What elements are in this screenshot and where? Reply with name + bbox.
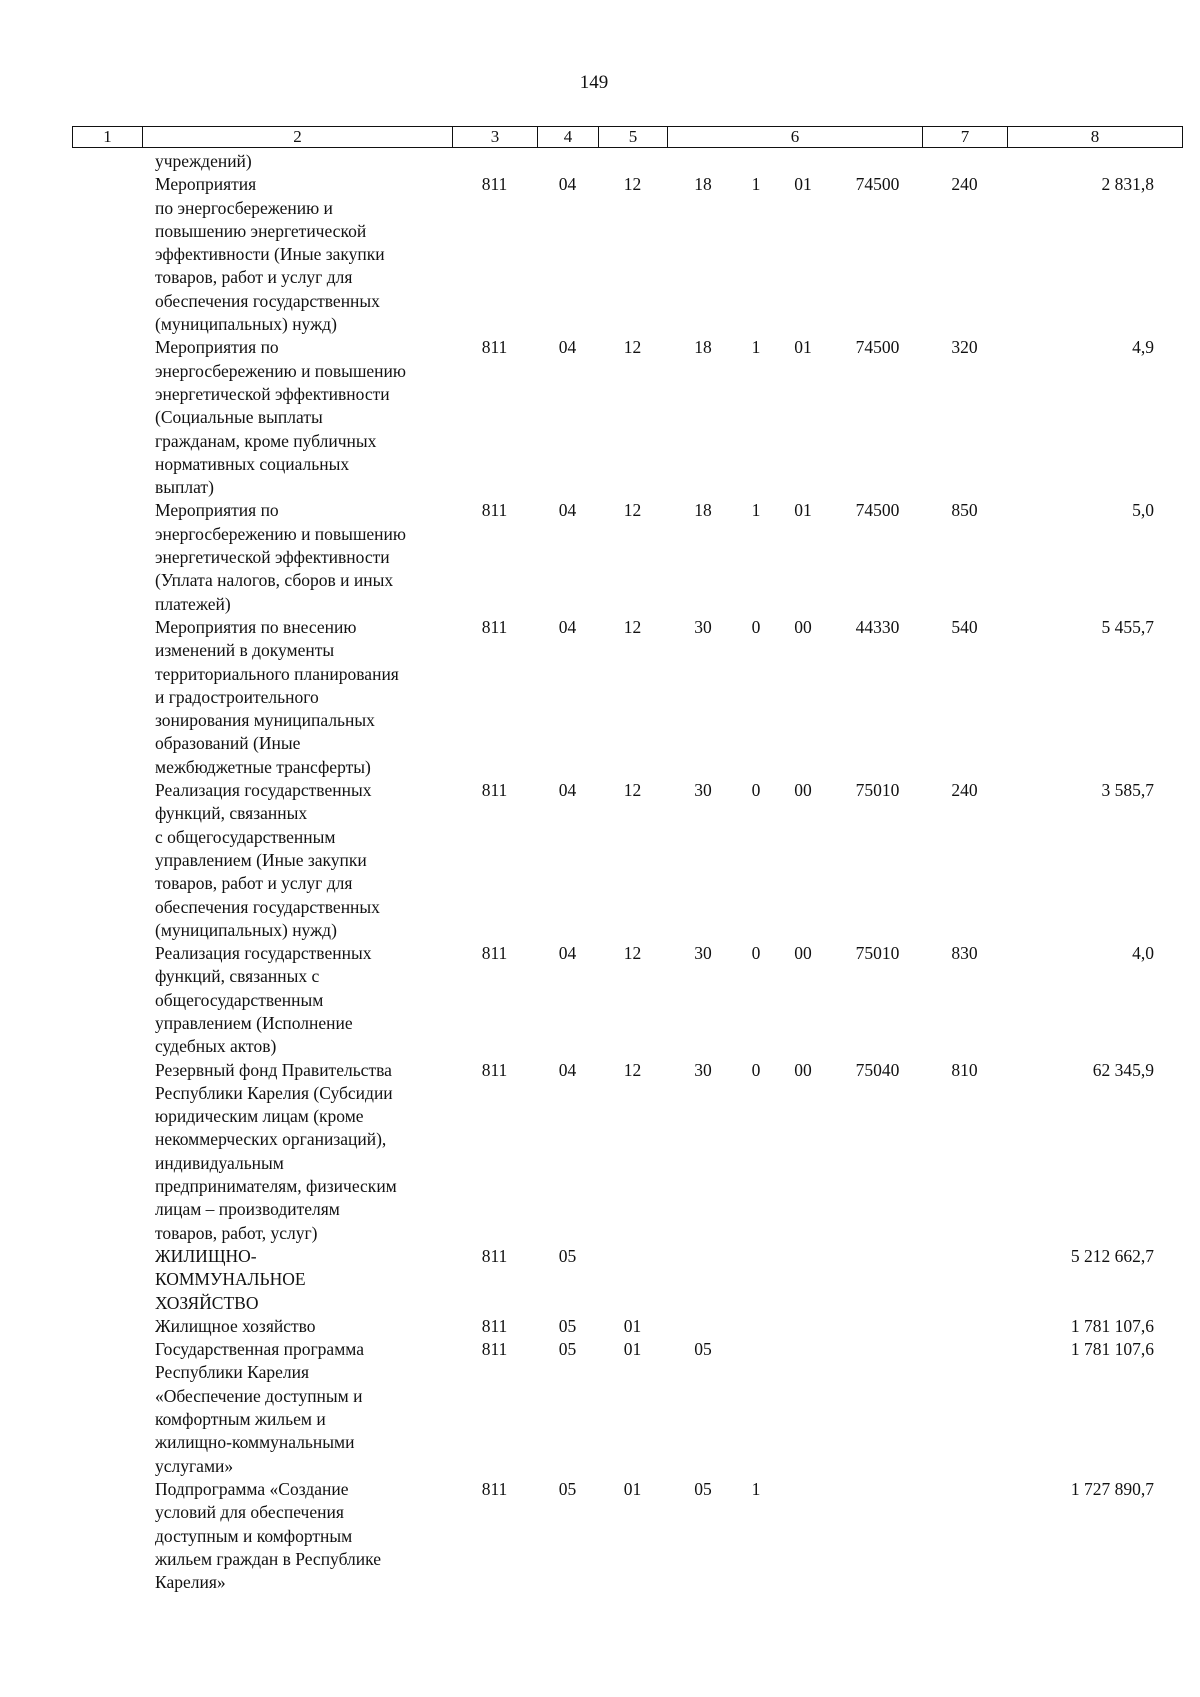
cell-subsection: 12 [623,616,642,637]
cell-subsection: 12 [623,943,642,964]
column-header: 2 [143,127,453,148]
cell-direction: 74500 [855,337,900,358]
cell-subsection: 12 [623,1059,642,1080]
cell-activity: 00 [794,943,812,964]
cell-section: 04 [558,616,577,637]
row-description: Резервный фонд Правительства Республики Карелия (Субсидии юридическим лицам (кроме некоммерческих организаций), индивидуальным предпринимателям, физическим лицам – производителям товаров, работ, услуг) [155,1059,397,1243]
column-header: 1 [73,127,143,148]
cell-program: 05 [694,1339,712,1360]
cell-subprogram: 0 [751,780,761,801]
table-row [72,499,1182,615]
table-row [72,779,1182,942]
cell-expense-type: 240 [951,174,978,195]
cell-subsection: 01 [623,1478,642,1499]
cell-program: 18 [694,337,712,358]
cell-activity [773,1338,833,1478]
cell-program: 18 [694,174,712,195]
cell-subprogram [739,1338,773,1478]
cell-direction: 74500 [855,500,900,521]
cell-amount: 62 345,9 [1092,1059,1154,1080]
cell-subprogram: 0 [751,1059,761,1080]
cell-subprogram: 1 [751,174,761,195]
cell-section: 04 [558,1059,577,1080]
row-description: Государственная программа Республики Карелия «Обеспечение доступным и комфортным жильем и жилищно-коммунальными услугами» [155,1339,364,1476]
cell-expense-type [922,1245,1007,1315]
column-header: 6 [668,127,923,148]
cell-subprogram [739,1315,773,1338]
cell-activity: 01 [794,337,812,358]
budget-table [72,150,1182,1594]
cell-expense-type: 850 [951,500,978,521]
cell-ministry-code: 811 [481,616,508,637]
cell-amount: 1 781 107,6 [1070,1339,1154,1360]
row-description: Мероприятия по внесению изменений в документы территориального планирования и градостроительного зонирования муниципальных образований (Иные межбюджетные трансферты) [155,616,399,777]
cell-activity: 00 [794,1059,812,1080]
cell-ministry-code: 811 [481,943,508,964]
row-description: Реализация государственных функций, связанных с общегосударственным управлением (Иные закупки товаров, работ и услуг для обеспечения государственных (муниципальных) нужд) [155,780,380,940]
cell-subprogram: 1 [751,337,761,358]
cell-amount: 4,0 [1132,943,1154,964]
cell-amount: 2 831,8 [1101,174,1154,195]
cell-subsection: 12 [623,174,642,195]
cell-section: 04 [558,780,577,801]
cell-ministry-code: 811 [481,500,508,521]
cell-amount: 4,9 [1132,337,1154,358]
cell-expense-type [922,1478,1007,1594]
cell-section: 05 [558,1315,577,1336]
cell-program: 05 [694,1478,712,1499]
cell-subsection: 01 [623,1315,642,1336]
column-header: 5 [599,127,668,148]
table-row [72,1315,1182,1338]
row-description: Жилищное хозяйство [155,1315,316,1336]
cell-direction: 74500 [855,174,900,195]
cell-amount: 3 585,7 [1101,780,1154,801]
cell-subsection: 12 [623,337,642,358]
cell-section: 05 [558,1478,577,1499]
cell-expense-type: 240 [951,780,978,801]
cell-activity [773,1478,833,1594]
cell-direction: 44330 [855,616,900,637]
column-header: 8 [1008,127,1183,148]
cell-section: 05 [558,1245,577,1266]
cell-ministry-code: 811 [481,1059,508,1080]
table-row [72,616,1182,779]
table-row [72,1478,1182,1594]
cell-activity: 00 [794,616,812,637]
cell-program: 30 [694,943,712,964]
column-header: 4 [538,127,599,148]
cell-activity: 01 [794,500,812,521]
cell-subsection: 01 [623,1339,642,1360]
cell-subsection: 12 [623,500,642,521]
cell-direction [833,1478,922,1594]
cell-amount: 5 212 662,7 [1070,1245,1154,1266]
table-row [72,336,1182,499]
table-row [72,173,1182,336]
cell-ministry-code: 811 [481,1478,508,1499]
row-description: ЖИЛИЩНО- КОММУНАЛЬНОЕ ХОЗЯЙСТВО [155,1245,306,1313]
table-row [72,1059,1182,1245]
cell-subprogram: 0 [751,943,761,964]
cell-program: 30 [694,616,712,637]
column-header: 3 [453,127,538,148]
cell-direction: 75010 [855,943,900,964]
cell-program [667,1315,739,1338]
cell-subsection: 12 [623,780,642,801]
cell-ministry-code: 811 [481,337,508,358]
page-number: 149 [579,72,609,93]
cell-subprogram: 1 [751,500,761,521]
cell-subsection [598,1245,667,1315]
table-row [72,1338,1182,1478]
cell-expense-type: 540 [951,616,978,637]
row-description: Мероприятия по энергосбережению и повышению энергетической эффективности (Социальные выплаты гражданам, кроме публичных нормативных социальных выплат) [155,337,406,498]
cell-ministry-code: 811 [481,780,508,801]
column-header: 7 [923,127,1008,148]
cell-ministry-code: 811 [481,1339,508,1360]
cell-activity: 00 [794,780,812,801]
cell-direction [833,1245,922,1315]
cell-expense-type [922,1315,1007,1338]
row-description: Мероприятия по энергосбережению и повышению энергетической эффективности (Уплата налогов, сборов и иных платежей) [155,500,406,614]
cell-section: 05 [558,1339,577,1360]
cell-amount: 1 727 890,7 [1070,1478,1154,1499]
cell-program: 30 [694,780,712,801]
cell-subprogram: 0 [751,616,761,637]
cell-amount: 5,0 [1132,500,1154,521]
cell-activity [773,1315,833,1338]
row-description: Реализация государственных функций, связанных с общегосударственным управлением (Исполнение судебных актов) [155,943,372,1057]
cell-section: 04 [558,337,577,358]
cell-activity: 01 [794,174,812,195]
cell-expense-type: 830 [951,943,978,964]
table-row [72,942,1182,1058]
cell-section: 04 [558,943,577,964]
cell-expense-type: 810 [951,1059,978,1080]
cell-section: 04 [558,174,577,195]
cell-direction [833,1338,922,1478]
row-description: Мероприятия по энергосбережению и повышению энергетической эффективности (Иные закупки товаров, работ и услуг для обеспечения государственных (муниципальных) нужд) [155,174,385,335]
cell-expense-type: 320 [951,337,978,358]
cell-program: 30 [694,1059,712,1080]
cell-direction: 75010 [855,780,900,801]
cell-subprogram [739,1245,773,1315]
cell-activity [773,1245,833,1315]
cell-direction: 75040 [855,1059,900,1080]
cell-ministry-code: 811 [481,174,508,195]
cell-section: 04 [558,500,577,521]
column-number-header [72,126,1183,148]
continuation-text: учреждений) [155,151,252,171]
cell-direction [833,1315,922,1338]
cell-subprogram: 1 [751,1478,761,1499]
cell-program [667,1245,739,1315]
cell-program: 18 [694,500,712,521]
cell-expense-type [922,1338,1007,1478]
cell-amount: 5 455,7 [1101,616,1154,637]
cell-amount: 1 781 107,6 [1070,1315,1154,1336]
row-description: Подпрограмма «Создание условий для обеспечения доступным и комфортным жильем граждан в Республике Карелия» [155,1478,381,1593]
cell-ministry-code: 811 [481,1315,508,1336]
table-row [72,1245,1182,1315]
cell-ministry-code: 811 [481,1245,508,1266]
